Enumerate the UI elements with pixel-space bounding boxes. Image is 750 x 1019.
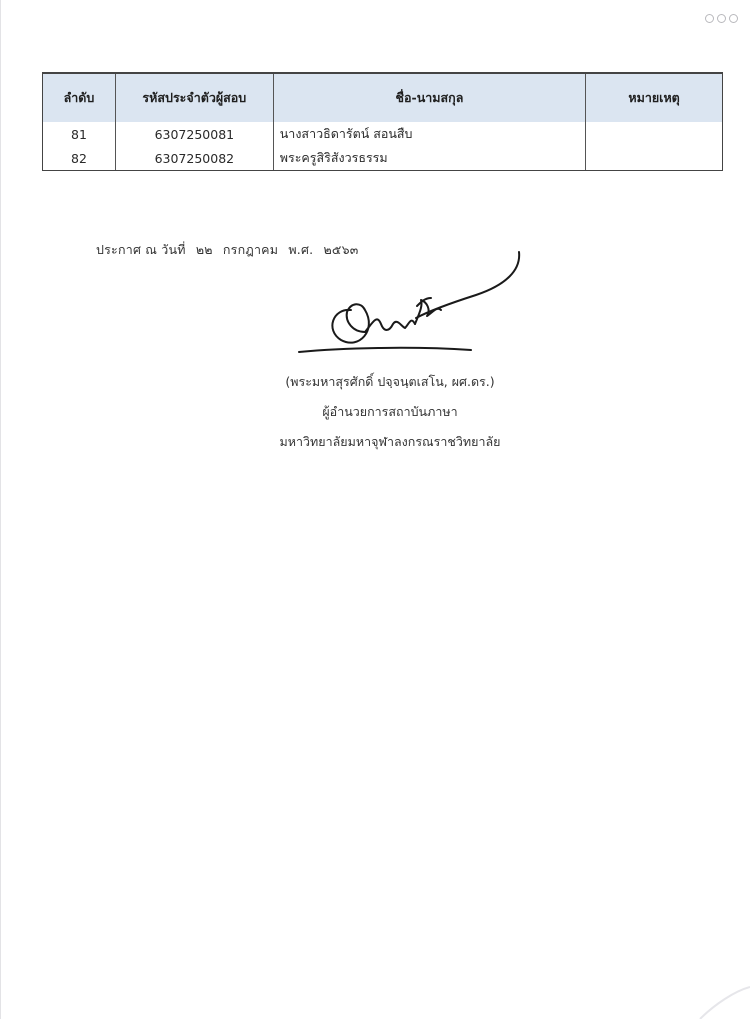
announcement-year: ๒๕๖๓	[323, 242, 359, 257]
page-curl-icon	[690, 979, 750, 1019]
cell-exam-id: 6307250081	[115, 122, 273, 146]
cell-order: 81	[43, 122, 116, 146]
signature-icon	[281, 240, 541, 370]
table-header-row	[43, 73, 723, 122]
more-options-icon[interactable]	[705, 14, 738, 23]
dot-icon	[705, 14, 714, 23]
header-name: ชื่อ-นามสกุล	[273, 73, 585, 122]
table-row	[43, 146, 723, 171]
header-exam-id: รหัสประจำตัวผู้สอบ	[115, 73, 273, 122]
cell-name: พระครูสิริสังวรธรรม	[273, 146, 585, 171]
examinee-table	[42, 72, 723, 171]
cell-note	[586, 146, 723, 171]
announcement-month: กรกฎาคม	[222, 242, 279, 257]
announcement-era: พ.ศ.	[288, 242, 314, 257]
header-note: หมายเหตุ	[586, 73, 723, 122]
table-row	[43, 122, 723, 146]
signer-position: ผู้อำนวยการสถาบันภาษา	[322, 404, 458, 419]
cell-note	[586, 122, 723, 146]
dot-icon	[717, 14, 726, 23]
header-order: ลำดับ	[43, 73, 116, 122]
signer-organization: มหาวิทยาลัยมหาจุฬาลงกรณราชวิทยาลัย	[279, 434, 501, 449]
dot-icon	[729, 14, 738, 23]
announcement-prefix: ประกาศ ณ วันที่	[96, 242, 186, 257]
cell-exam-id: 6307250082	[115, 146, 273, 171]
signer-name: (พระมหาสุรศักดิ์ ปจฺจนฺตเสโน, ผศ.ดร.)	[285, 374, 495, 389]
cell-order: 82	[43, 146, 116, 171]
announcement-day: ๒๒	[195, 242, 213, 257]
cell-name: นางสาวธิดารัตน์ สอนสืบ	[273, 122, 585, 146]
